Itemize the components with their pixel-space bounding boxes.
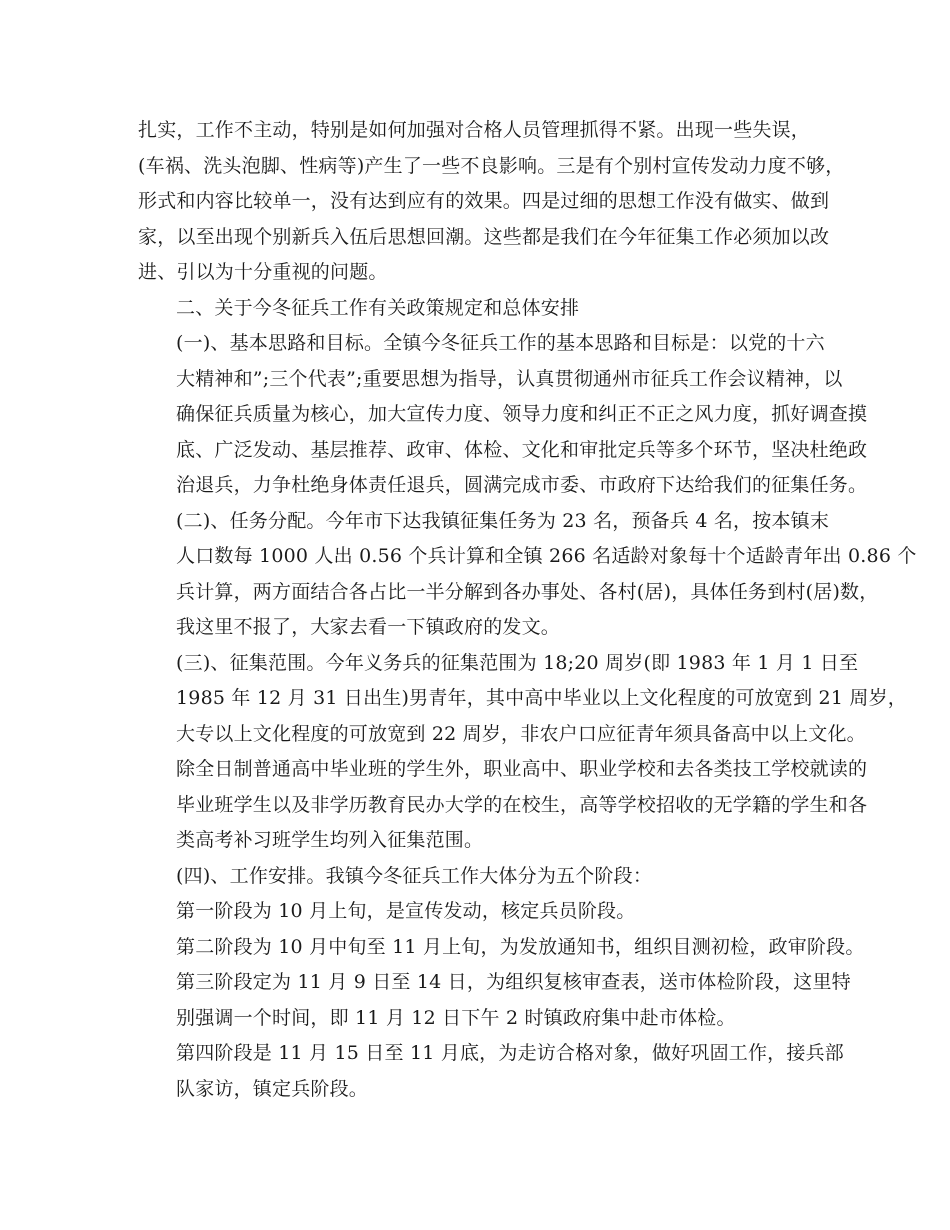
text-line: (三)、征集范围。今年义务兵的征集范围为 18;20 周岁(即 1983 年 1 月 1 日至 [176,651,859,674]
paragraph [138,859,828,895]
text-line: 家，以至出现个别新兵入伍后思想回潮。这些都是我们在今年征集工作必须加以改 [138,225,830,248]
text-line: 除全日制普通高中毕业班的学生外，职业高中、职业学校和去各类技工学校就读的 [176,758,868,780]
text-line: 形式和内容比较单一，没有达到应有的效果。四是过细的思想工作没有做实、做到 [138,190,830,212]
text-line: 底、广泛发动、基层推荐、政审、体检、文化和审批定兵等多个环节，坚决杜绝政 [176,438,868,461]
text-line: 大精神和”;三个代表”;重要思想为指导，认真贯彻通州市征兵工作会议精神，以 [176,367,843,390]
text-line: 第三阶段定为 11 月 9 日至 14 日，为组织复核审查表，送市体检阶段，这里特 [176,971,851,993]
text-line: 第一阶段为 10 月上旬，是宣传发动，核定兵员阶段。 [176,900,636,922]
text-line: 人口数每 1000 人出 0.56 个兵计算和全镇 266 名适龄对象每十个适龄青年出 0.86 个 [176,545,917,567]
text-line: 确保征兵质量为核心，加大宣传力度、领导力度和纠正不正之风力度，抓好调查摸 [176,403,868,425]
text-line: 别强调一个时间，即 11 月 12 日下午 2 时镇政府集中赴市体检。 [176,1006,736,1029]
text-line: 我这里不报了，大家去看一下镇政府的发文。 [176,616,561,638]
text-line: 扎实，工作不主动，特别是如何加强对合格人员管理抓得不紧。出现一些失误， [138,119,811,141]
text-line: (二)、任务分配。今年市下达我镇征集任务为 23 名，预备兵 4 名，按本镇末 [176,509,830,532]
paragraph [138,646,907,859]
paragraph [138,1036,844,1107]
paragraph [138,113,845,291]
text-line: (车祸、洗头泡脚、性病等)产生了一些不良影响。三是有个别村宣传发动力度不够， [138,154,845,177]
text-line: 第四阶段是 11 月 15 日至 11 月底，为走访合格对象，做好巩固工作，接兵部 [176,1042,844,1064]
text-line: 兵计算，两方面结合各占比一半分解到各办事处、各村(居)，具体任务到村(居)数， [176,580,879,603]
text-line: 进、引以为十分重视的问题。 [138,261,388,283]
paragraph [138,326,868,504]
text-line: 毕业班学生以及非学历教育民办大学的在校生，高等学校招收的无学籍的学生和各 [176,793,868,816]
paragraph [138,965,851,1036]
text-line: 第二阶段为 10 月中旬至 11 月上旬，为发放通知书，组织目测初检，政审阶段。 [176,935,865,958]
text-line: 治退兵，力争杜绝身体责任退兵，圆满完成市委、市政府下达给我们的征集任务。 [176,474,868,496]
paragraph [138,291,828,327]
text-line: 类高考补习班学生均列入征集范围。 [176,829,484,851]
text-line: (四)、工作安排。我镇今冬征兵工作大体分为五个阶段： [176,864,653,887]
text-line: 二、关于今冬征兵工作有关政策规定和总体安排 [176,296,580,319]
text-line: 1985 年 12 月 31 日出生)男青年，其中高中毕业以上文化程度的可放宽到 21 周岁， [176,687,907,709]
paragraph [138,504,917,646]
text-line: 大专以上文化程度的可放宽到 22 周岁，非农户口应征青年须具备高中以上文化。 [176,722,866,745]
paragraph [138,930,865,966]
text-line: (一)、基本思路和目标。全镇今冬征兵工作的基本思路和目标是：以党的十六 [176,332,825,354]
text-line: 队家访，镇定兵阶段。 [176,1077,369,1100]
document-body [138,113,917,1107]
paragraph [138,894,828,930]
